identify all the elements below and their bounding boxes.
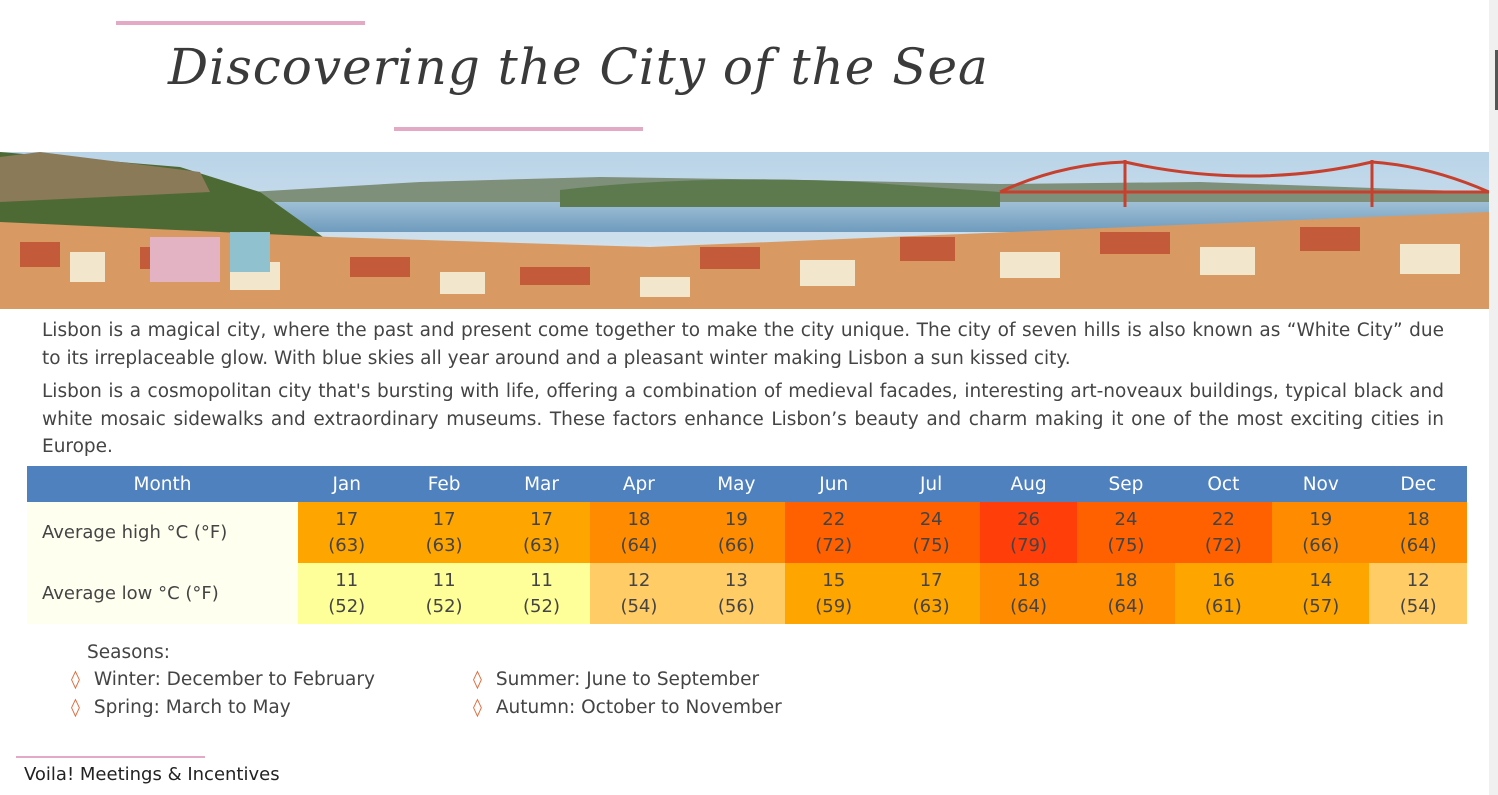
temperature-cell	[1175, 563, 1272, 624]
table-row	[27, 502, 1467, 563]
diamond-bullet-icon: ◊	[71, 669, 80, 690]
header-jun: Jun	[785, 466, 882, 502]
celsius-value: 22	[1211, 508, 1235, 530]
fahrenheit-value: (54)	[620, 595, 658, 617]
temperature-cell	[980, 563, 1077, 624]
temperature-cell	[785, 563, 882, 624]
fahrenheit-value: (54)	[1399, 595, 1437, 617]
celsius-value: 26	[1017, 508, 1040, 530]
temperature-cell	[1272, 502, 1369, 563]
fahrenheit-value: (52)	[523, 595, 560, 617]
temperature-cell	[590, 502, 687, 563]
fahrenheit-value: (59)	[815, 595, 853, 617]
fahrenheit-value: (75)	[912, 534, 950, 556]
header-nov: Nov	[1272, 466, 1369, 502]
fahrenheit-value: (64)	[1107, 595, 1145, 617]
fahrenheit-value: (61)	[1204, 595, 1242, 617]
temperature-cell	[493, 502, 590, 563]
temperature-cell	[1369, 563, 1467, 624]
footer-company-name: Voila! Meetings & Incentives	[24, 764, 280, 785]
season-winter: ◊ Winter: December to February	[71, 669, 375, 690]
temperature-cell	[1077, 563, 1174, 624]
header-mar: Mar	[493, 466, 590, 502]
row-label: Average low °C (°F)	[27, 563, 298, 624]
celsius-value: 11	[530, 569, 553, 591]
diamond-bullet-icon: ◊	[71, 697, 80, 718]
celsius-value: 16	[1211, 569, 1235, 591]
fahrenheit-value: (52)	[425, 595, 463, 617]
temperature-cell	[785, 502, 882, 563]
celsius-value: 17	[432, 508, 456, 530]
celsius-value: 17	[530, 508, 553, 530]
header-apr: Apr	[590, 466, 687, 502]
celsius-value: 12	[1406, 569, 1430, 591]
intro-paragraph: Lisbon is a magical city, where the past and present come together to make the city unique. The city of seven hills is also known as “White City” due to its irreplaceable glow. With blue skies all year around and a pleasant winter making Lisbon a sun kissed city.	[42, 320, 1444, 369]
seasons-heading: Seasons:	[87, 642, 171, 663]
temperature-cell	[590, 563, 687, 624]
celsius-value: 11	[432, 569, 456, 591]
fahrenheit-value: (72)	[815, 534, 853, 556]
temperature-cell	[980, 502, 1077, 563]
season-autumn: ◊ Autumn: October to November	[473, 697, 782, 718]
header-oct: Oct	[1175, 466, 1272, 502]
title-accent-rule	[394, 127, 643, 131]
footer-accent-rule	[16, 756, 205, 758]
fahrenheit-value: (79)	[1010, 534, 1048, 556]
header-may: May	[688, 466, 785, 502]
fahrenheit-value: (56)	[717, 595, 755, 617]
temperature-cell	[882, 563, 979, 624]
header-aug: Aug	[980, 466, 1077, 502]
celsius-value: 18	[1406, 508, 1430, 530]
header-feb: Feb	[395, 466, 492, 502]
fahrenheit-value: (63)	[328, 534, 366, 556]
fahrenheit-value: (64)	[1399, 534, 1437, 556]
top-accent-rule	[116, 21, 365, 25]
celsius-value: 18	[1114, 569, 1138, 591]
celsius-value: 18	[1017, 569, 1040, 591]
celsius-value: 22	[822, 508, 846, 530]
temperature-cell	[688, 563, 785, 624]
fahrenheit-value: (64)	[620, 534, 658, 556]
temperature-cell	[1175, 502, 1272, 563]
temperature-cell	[395, 563, 492, 624]
celsius-value: 17	[919, 569, 943, 591]
celsius-value: 11	[335, 569, 359, 591]
lisbon-panorama-image	[0, 152, 1489, 309]
fahrenheit-value: (75)	[1107, 534, 1145, 556]
header-month: Month	[27, 466, 298, 502]
diamond-bullet-icon: ◊	[473, 697, 482, 718]
diamond-bullet-icon: ◊	[473, 669, 482, 690]
temperature-cell	[1369, 502, 1467, 563]
temperature-cell	[298, 563, 395, 624]
celsius-value: 19	[724, 508, 748, 530]
temperature-cell	[298, 502, 395, 563]
fahrenheit-value: (66)	[1302, 534, 1340, 556]
temperature-cell	[688, 502, 785, 563]
temperature-cell	[395, 502, 492, 563]
temperature-cell	[1272, 563, 1369, 624]
celsius-value: 17	[335, 508, 359, 530]
fahrenheit-value: (52)	[328, 595, 366, 617]
season-summer: ◊ Summer: June to September	[473, 669, 760, 690]
fahrenheit-value: (66)	[717, 534, 755, 556]
fahrenheit-value: (72)	[1204, 534, 1242, 556]
celsius-value: 24	[1114, 508, 1138, 530]
fahrenheit-value: (63)	[523, 534, 560, 556]
page-title: Discovering the City of the Sea	[168, 38, 989, 96]
row-label: Average high °C (°F)	[27, 502, 298, 563]
climate-table	[27, 466, 1467, 624]
celsius-value: 24	[919, 508, 943, 530]
fahrenheit-value: (64)	[1010, 595, 1048, 617]
header-jul: Jul	[882, 466, 979, 502]
temperature-cell	[882, 502, 979, 563]
temperature-cell	[1077, 502, 1174, 563]
header-sep: Sep	[1077, 466, 1174, 502]
description-paragraph: Lisbon is a cosmopolitan city that's bursting with life, offering a combination of medieval facades, interesting art-noveaux buildings, typical black and white mosaic sidewalks and extraordinary museums. These factors enhance Lisbon’s beauty and charm making it one of the most exciting cities in Europe.	[42, 381, 1444, 457]
celsius-value: 19	[1309, 508, 1333, 530]
temperature-cell	[493, 563, 590, 624]
scrollbar-track[interactable]	[1489, 0, 1498, 795]
header-jan: Jan	[298, 466, 395, 502]
season-spring: ◊ Spring: March to May	[71, 697, 291, 718]
fahrenheit-value: (63)	[425, 534, 463, 556]
celsius-value: 18	[627, 508, 651, 530]
celsius-value: 15	[822, 569, 846, 591]
fahrenheit-value: (57)	[1302, 595, 1340, 617]
header-dec: Dec	[1369, 466, 1467, 502]
celsius-value: 13	[724, 569, 748, 591]
celsius-value: 14	[1309, 569, 1333, 591]
table-header-row	[27, 466, 1467, 502]
celsius-value: 12	[627, 569, 651, 591]
table-row	[27, 563, 1467, 624]
fahrenheit-value: (63)	[912, 595, 950, 617]
